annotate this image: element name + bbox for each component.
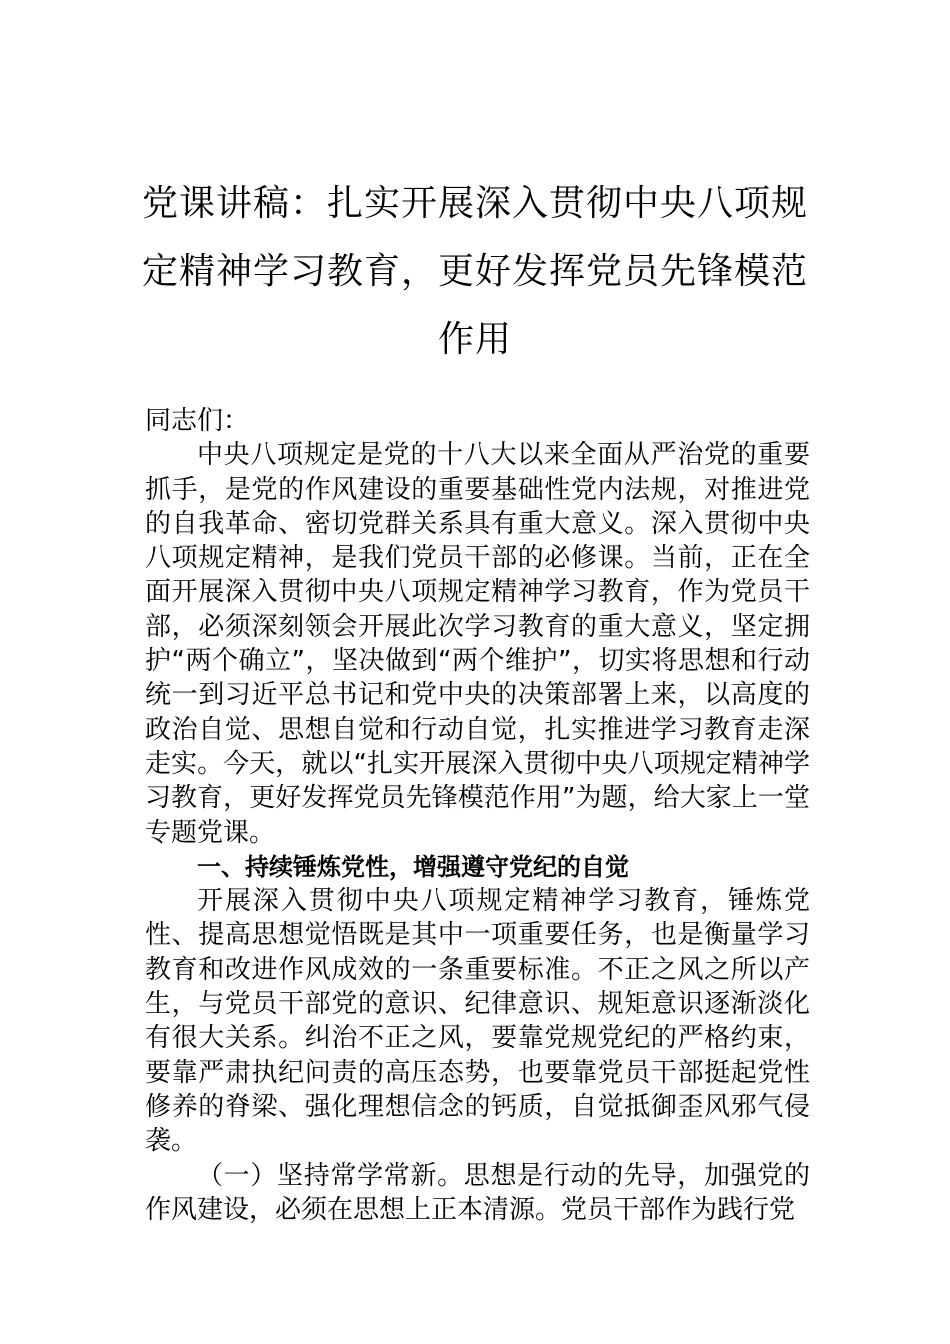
title-line-2: 定精神学习教育，更好发挥党员先锋模范 bbox=[141, 251, 808, 292]
paragraph-subsection-1: （一）坚持常学常新。思想是行动的先导，加强党的作风建设，必须在思想上正本清源。党员干部作为践行党 bbox=[145, 1160, 810, 1225]
paragraph-section-1: 开展深入贯彻中央八项规定精神学习教育，锤炼党性、提高思想觉悟既是其中一项重要任务，也是衡量学习教育和改进作风成效的一条重要标准。不正之风之所以产生，与党员干部党的意识、纪律意识、规矩意识逐渐淡化有很大关系。纠治不正之风，要靠党规党纪的严格约束，要靠严肃执纪问责的高压态势，也要靠党员干部挺起党性修养的脊梁、强化理想信念的钙质，自觉抵御歪风邪气侵袭。 bbox=[145, 886, 810, 1157]
document-body bbox=[145, 404, 810, 1227]
title-line-3: 作用 bbox=[437, 319, 512, 360]
paragraph-intro: 中央八项规定是党的十八大以来全面从严治党的重要抓手，是党的作风建设的重要基础性党内法规，对推进党的自我革命、密切党群关系具有重大意义。深入贯彻中央八项规定精神，是我们党员干部的必修课。当前，正在全面开展深入贯彻中央八项规定精神学习教育，作为党员干部，必须深刻领会开展此次学习教育的重大意义，坚定拥护“两个确立”，坚决做到“两个维护”，切实将思想和行动统一到习近平总书记和党中央的决策部署上来，以高度的政治自觉、思想自觉和行动自觉，扎实推进学习教育走深走实。今天，就以“扎实开展深入贯彻中央八项规定精神学习教育，更好发挥党员先锋模范作用”为题，给大家上一堂专题党课。 bbox=[145, 440, 810, 848]
section-heading-1: 一、持续锤炼党性，增强遵守党纪的自觉 bbox=[197, 852, 629, 881]
document-title bbox=[140, 170, 810, 374]
salutation: 同志们： bbox=[145, 406, 250, 436]
title-line-1: 党课讲稿：扎实开展深入贯彻中央八项规 bbox=[141, 183, 808, 224]
